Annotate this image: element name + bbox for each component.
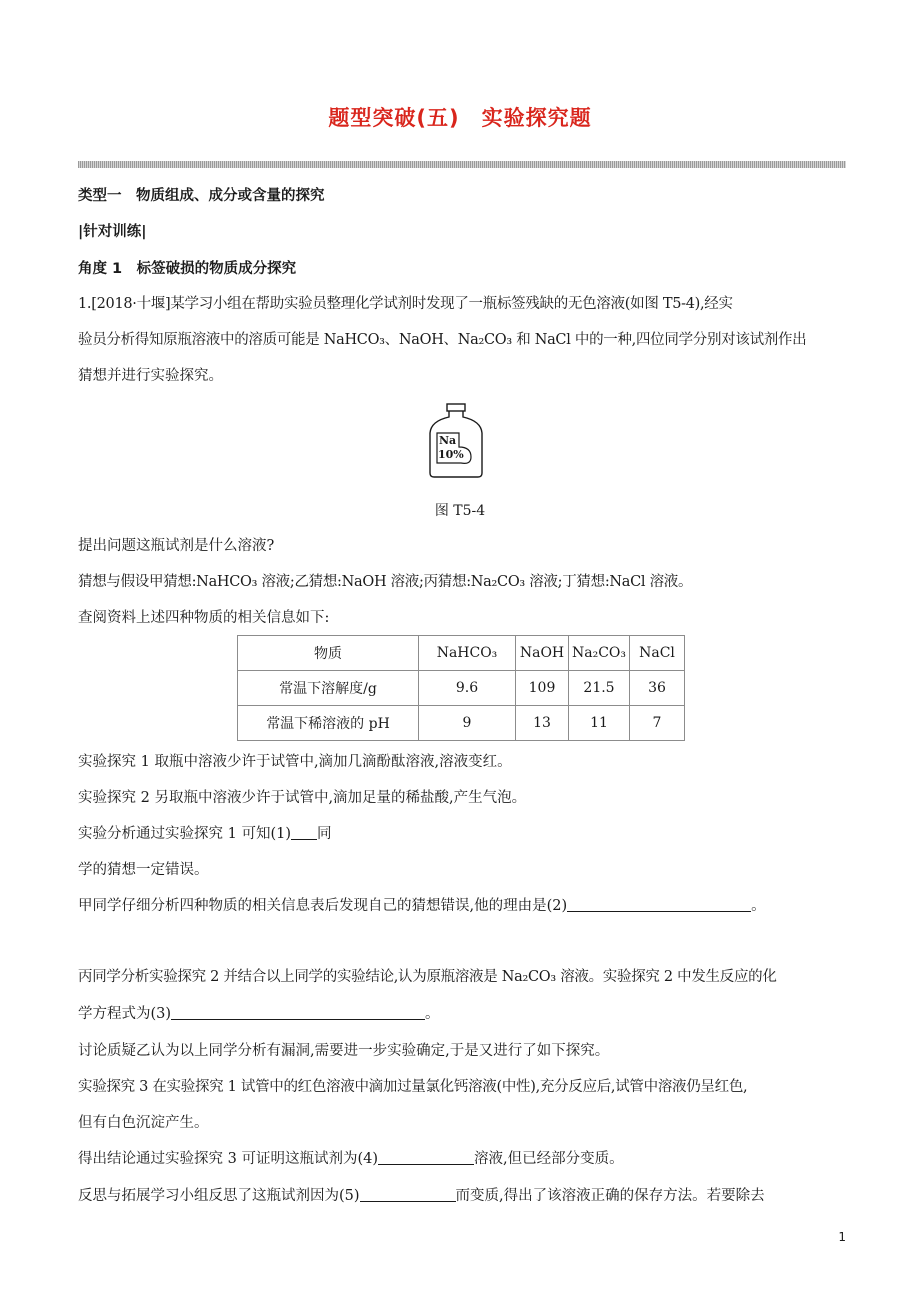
bottle-label-na: Na [439,434,457,447]
discussion-line: 讨论质疑乙认为以上同学分析有漏洞,需要进一步实验确定,于是又进行了如下探究。 [78,1043,610,1059]
problem-line: 提出问题这瓶试剂是什么溶液? [78,538,275,554]
question-line-1: 1.[2018·十堰]某学习小组在帮助实验员整理化学试剂时发现了一瓶标签残缺的无色溶液(如图 T5-4),经实 [78,296,733,312]
table-header-cell: NaCl [630,636,685,671]
bing-equation-end: 。 [425,1006,440,1022]
table-cell: 36 [630,671,685,706]
lookup-line: 查阅资料上述四种物质的相关信息如下: [78,610,330,626]
answer-blank-5[interactable] [360,1187,456,1202]
table-cell: 109 [516,671,569,706]
bing-line-2 [78,1004,848,1024]
properties-table [237,635,685,741]
training-heading: |针对训练| [78,224,147,240]
table-row [238,706,685,741]
table-header-cell: Na₂CO₃ [569,636,630,671]
table-header-row [238,636,685,671]
jia-reason-end: 。 [751,898,766,914]
analysis-line-2: 学的猜想一定错误。 [78,862,209,878]
experiment-3-line-1: 实验探究 3 在实验探究 1 试管中的红色溶液中滴加过量氯化钙溶液(中性),充分反应后,试管中溶液仍呈红色, [78,1079,748,1095]
analysis-line [78,824,848,844]
table-cell: 21.5 [569,671,630,706]
page-title: 题型突破(五) 实验探究题 [328,106,592,130]
title-divider [78,161,846,168]
bing-line-1: 丙同学分析实验探究 2 并结合以上同学的实验结论,认为原瓶溶液是 Na₂CO₃ 溶液。实验探究 2 中发生反应的化 [78,969,777,985]
analysis-text: 实验分析通过实验探究 1 可知(1) [78,826,291,842]
table-header-cell: NaOH [516,636,569,671]
reflection-line [78,1186,848,1206]
reagent-bottle-figure [425,403,487,479]
table-header-cell: NaHCO₃ [419,636,516,671]
conclusion-line [78,1149,848,1169]
table-cell: 9.6 [419,671,516,706]
bing-equation-text: 学方程式为(3) [78,1006,172,1022]
conclusion-end: 溶液,但已经部分变质。 [473,1151,624,1167]
table-row [238,671,685,706]
table-cell: 13 [516,706,569,741]
figure-caption: 图 T5-4 [434,503,486,519]
table-cell: 常温下稀溶液的 pH [238,706,419,741]
jia-reason-line [78,896,848,916]
hypothesis-line: 猜想与假设甲猜想:NaHCO₃ 溶液;乙猜想:NaOH 溶液;丙猜想:Na₂CO₃ 溶液;丁猜想:NaCl 溶液。 [78,574,693,590]
jia-reason-text: 甲同学仔细分析四种物质的相关信息表后发现自己的猜想错误,他的理由是(2) [78,898,568,914]
reflection-text: 反思与拓展学习小组反思了这瓶试剂因为(5) [78,1188,360,1204]
page-number: 1 [838,1230,846,1244]
question-line-2: 验员分析得知原瓶溶液中的溶质可能是 NaHCO₃、NaOH、Na₂CO₃ 和 NaCl 中的一种,四位同学分别对该试剂作出 [78,332,807,348]
question-line-3: 猜想并进行实验探究。 [78,368,223,384]
analysis-text-end: 同 [316,826,332,842]
reflection-end: 而变质,得出了该溶液正确的保存方法。若要除去 [455,1188,765,1204]
answer-blank-1[interactable] [291,825,317,840]
answer-blank-2[interactable] [567,897,751,912]
table-cell: 常温下溶解度/g [238,671,419,706]
answer-blank-4[interactable] [378,1150,474,1165]
bottle-icon [425,403,487,479]
table-cell: 7 [630,706,685,741]
bottle-label-percent: 10% [438,448,464,461]
experiment-1-line: 实验探究 1 取瓶中溶液少许于试管中,滴加几滴酚酞溶液,溶液变红。 [78,754,512,770]
answer-blank-3[interactable] [171,1005,425,1020]
table-cell: 9 [419,706,516,741]
angle-heading: 角度 1 标签破损的物质成分探究 [78,261,297,277]
table-header-cell: 物质 [238,636,419,671]
table-cell: 11 [569,706,630,741]
experiment-3-line-2: 但有白色沉淀产生。 [78,1115,209,1131]
conclusion-text: 得出结论通过实验探究 3 可证明这瓶试剂为(4) [78,1151,378,1167]
type-heading: 类型一 物质组成、成分或含量的探究 [78,188,325,204]
experiment-2-line: 实验探究 2 另取瓶中溶液少许于试管中,滴加足量的稀盐酸,产生气泡。 [78,790,527,806]
